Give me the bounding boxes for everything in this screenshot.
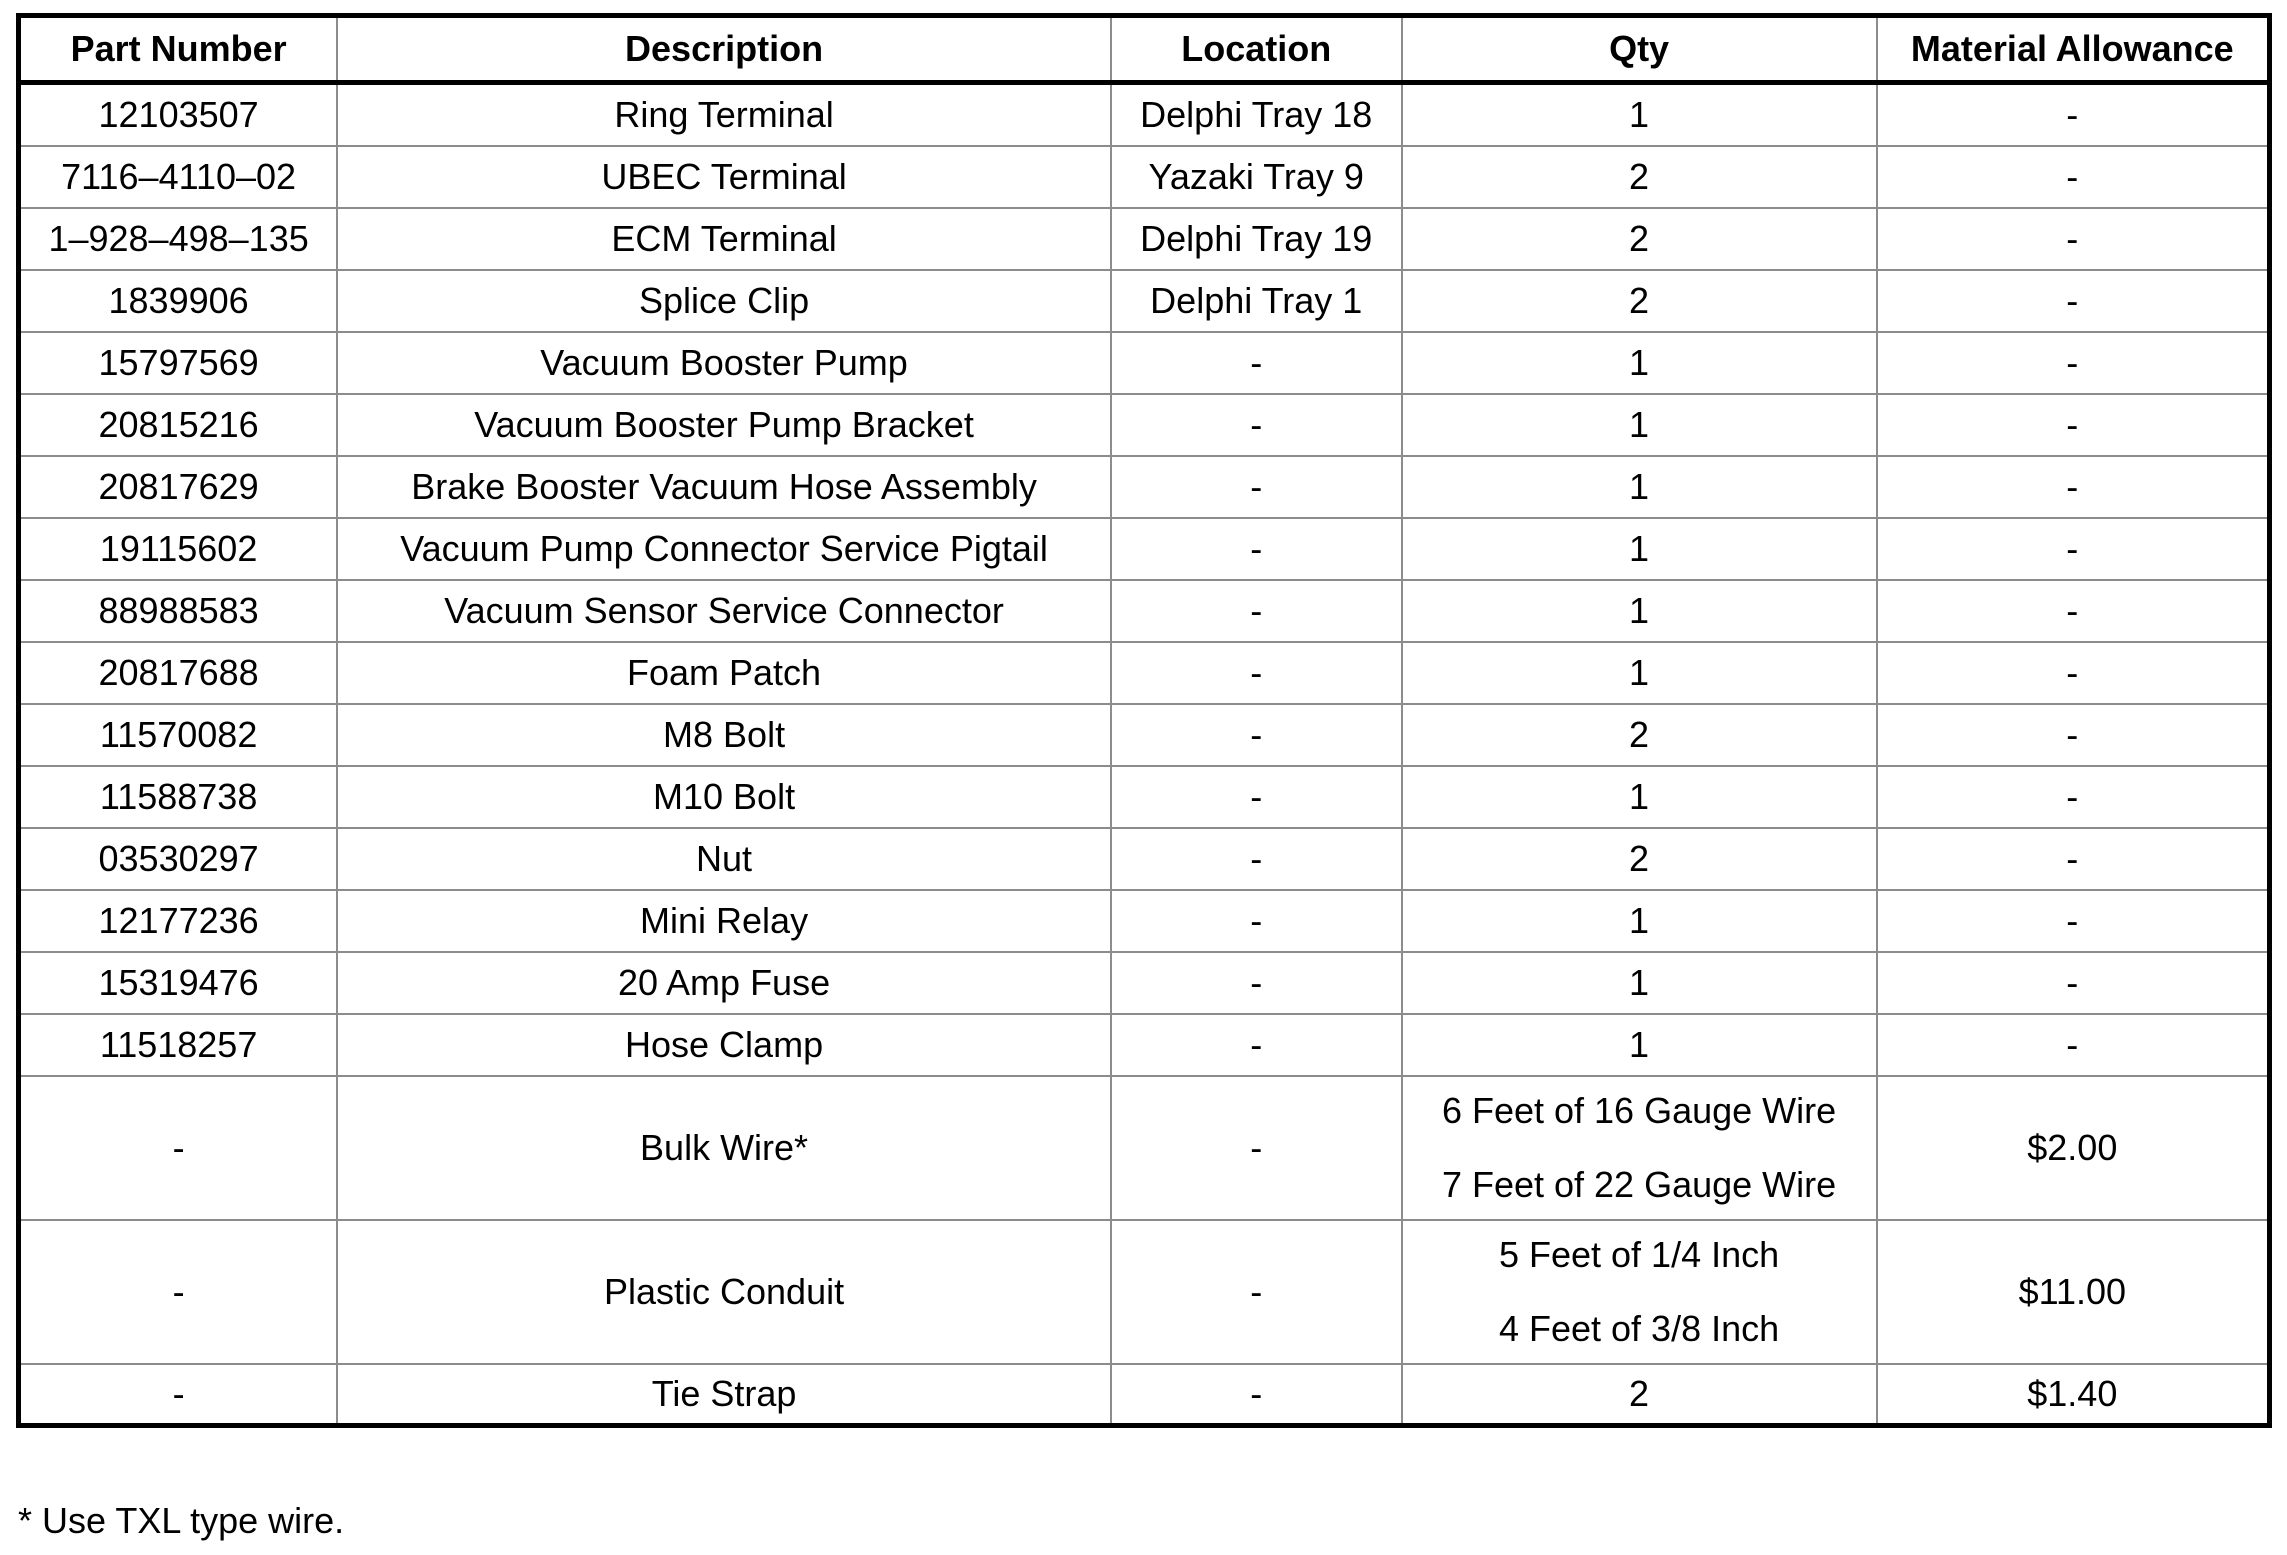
cell-description: Vacuum Sensor Service Connector xyxy=(337,580,1111,642)
table-row xyxy=(19,394,2270,456)
cell-location: - xyxy=(1111,828,1402,890)
cell-description: Foam Patch xyxy=(337,642,1111,704)
cell-part-number: - xyxy=(19,1076,338,1220)
cell-location: - xyxy=(1111,456,1402,518)
cell-part-number: - xyxy=(19,1364,338,1426)
cell-location: Delphi Tray 1 xyxy=(1111,270,1402,332)
table-row-bulk-wire xyxy=(19,1076,2270,1220)
cell-qty: 2 xyxy=(1402,270,1877,332)
cell-qty: 1 xyxy=(1402,332,1877,394)
cell-description: 20 Amp Fuse xyxy=(337,952,1111,1014)
header-description: Description xyxy=(337,16,1111,83)
cell-qty: 2 xyxy=(1402,828,1877,890)
cell-qty: 1 xyxy=(1402,456,1877,518)
table-row-tie-strap xyxy=(19,1364,2270,1426)
cell-location: - xyxy=(1111,952,1402,1014)
qty-lines xyxy=(1409,1090,1870,1205)
cell-description: Bulk Wire* xyxy=(337,1076,1111,1220)
table-row xyxy=(19,1014,2270,1076)
table-row xyxy=(19,828,2270,890)
cell-description: Brake Booster Vacuum Hose Assembly xyxy=(337,456,1111,518)
table-row xyxy=(19,704,2270,766)
cell-allowance: - xyxy=(1877,270,2270,332)
cell-qty: 2 xyxy=(1402,704,1877,766)
cell-description: Hose Clamp xyxy=(337,1014,1111,1076)
parts-table xyxy=(16,13,2272,1428)
cell-qty: 2 xyxy=(1402,146,1877,208)
cell-allowance: - xyxy=(1877,332,2270,394)
cell-part-number: 12177236 xyxy=(19,890,338,952)
table-row xyxy=(19,642,2270,704)
cell-allowance: - xyxy=(1877,828,2270,890)
table-row xyxy=(19,208,2270,270)
cell-qty: 2 xyxy=(1402,208,1877,270)
table-row xyxy=(19,146,2270,208)
cell-qty: 1 xyxy=(1402,83,1877,147)
cell-allowance: - xyxy=(1877,952,2270,1014)
cell-part-number: 88988583 xyxy=(19,580,338,642)
header-qty: Qty xyxy=(1402,16,1877,83)
cell-description: Vacuum Booster Pump xyxy=(337,332,1111,394)
cell-part-number: 12103507 xyxy=(19,83,338,147)
cell-part-number: 03530297 xyxy=(19,828,338,890)
cell-allowance: - xyxy=(1877,580,2270,642)
cell-allowance: $11.00 xyxy=(1877,1220,2270,1364)
cell-location: - xyxy=(1111,332,1402,394)
cell-allowance: $1.40 xyxy=(1877,1364,2270,1426)
cell-qty xyxy=(1402,1076,1877,1220)
cell-description: Vacuum Pump Connector Service Pigtail xyxy=(337,518,1111,580)
cell-qty: 2 xyxy=(1402,1364,1877,1426)
cell-location: - xyxy=(1111,580,1402,642)
cell-qty: 1 xyxy=(1402,518,1877,580)
table-row xyxy=(19,332,2270,394)
cell-allowance: $2.00 xyxy=(1877,1076,2270,1220)
cell-qty xyxy=(1402,1220,1877,1364)
header-part-number: Part Number xyxy=(19,16,338,83)
qty-line: 4 Feet of 3/8 Inch xyxy=(1498,1308,1780,1349)
cell-part-number: 19115602 xyxy=(19,518,338,580)
cell-qty: 1 xyxy=(1402,1014,1877,1076)
cell-part-number: 15319476 xyxy=(19,952,338,1014)
cell-qty: 1 xyxy=(1402,642,1877,704)
cell-qty: 1 xyxy=(1402,394,1877,456)
cell-part-number: 1839906 xyxy=(19,270,338,332)
qty-line: 5 Feet of 1/4 Inch xyxy=(1498,1234,1780,1275)
cell-allowance: - xyxy=(1877,518,2270,580)
cell-location: Delphi Tray 19 xyxy=(1111,208,1402,270)
qty-line: 6 Feet of 16 Gauge Wire xyxy=(1441,1090,1837,1131)
header-material-allowance: Material Allowance xyxy=(1877,16,2270,83)
footnote: * Use TXL type wire. xyxy=(18,1500,345,1541)
cell-location: Yazaki Tray 9 xyxy=(1111,146,1402,208)
cell-allowance: - xyxy=(1877,83,2270,147)
cell-part-number: 11588738 xyxy=(19,766,338,828)
cell-part-number: 20815216 xyxy=(19,394,338,456)
qty-line: 7 Feet of 22 Gauge Wire xyxy=(1441,1164,1837,1205)
cell-location: - xyxy=(1111,1220,1402,1364)
cell-description: ECM Terminal xyxy=(337,208,1111,270)
cell-qty: 1 xyxy=(1402,580,1877,642)
cell-location: - xyxy=(1111,1364,1402,1426)
cell-location: - xyxy=(1111,642,1402,704)
cell-part-number: 11570082 xyxy=(19,704,338,766)
cell-allowance: - xyxy=(1877,890,2270,952)
cell-qty: 1 xyxy=(1402,890,1877,952)
cell-location: Delphi Tray 18 xyxy=(1111,83,1402,147)
cell-part-number: 11518257 xyxy=(19,1014,338,1076)
table-row-plastic-conduit xyxy=(19,1220,2270,1364)
cell-description: M8 Bolt xyxy=(337,704,1111,766)
cell-description: Nut xyxy=(337,828,1111,890)
cell-part-number: - xyxy=(19,1220,338,1364)
cell-allowance: - xyxy=(1877,394,2270,456)
cell-qty: 1 xyxy=(1402,952,1877,1014)
cell-location: - xyxy=(1111,704,1402,766)
cell-allowance: - xyxy=(1877,208,2270,270)
cell-location: - xyxy=(1111,518,1402,580)
cell-part-number: 20817688 xyxy=(19,642,338,704)
cell-description: Ring Terminal xyxy=(337,83,1111,147)
cell-location: - xyxy=(1111,394,1402,456)
cell-description: Mini Relay xyxy=(337,890,1111,952)
cell-location: - xyxy=(1111,1014,1402,1076)
table-row xyxy=(19,518,2270,580)
cell-location: - xyxy=(1111,890,1402,952)
table-header-row xyxy=(19,16,2270,83)
cell-part-number: 1–928–498–135 xyxy=(19,208,338,270)
cell-allowance: - xyxy=(1877,1014,2270,1076)
cell-description: M10 Bolt xyxy=(337,766,1111,828)
table-row xyxy=(19,952,2270,1014)
cell-description: Vacuum Booster Pump Bracket xyxy=(337,394,1111,456)
cell-description: Tie Strap xyxy=(337,1364,1111,1426)
cell-allowance: - xyxy=(1877,704,2270,766)
cell-part-number: 20817629 xyxy=(19,456,338,518)
cell-allowance: - xyxy=(1877,642,2270,704)
table-body xyxy=(19,83,2270,1426)
cell-allowance: - xyxy=(1877,146,2270,208)
cell-location: - xyxy=(1111,1076,1402,1220)
table-row xyxy=(19,766,2270,828)
cell-part-number: 7116–4110–02 xyxy=(19,146,338,208)
cell-qty: 1 xyxy=(1402,766,1877,828)
cell-description: Plastic Conduit xyxy=(337,1220,1111,1364)
cell-allowance: - xyxy=(1877,456,2270,518)
cell-part-number: 15797569 xyxy=(19,332,338,394)
qty-lines xyxy=(1409,1234,1870,1349)
cell-allowance: - xyxy=(1877,766,2270,828)
cell-description: UBEC Terminal xyxy=(337,146,1111,208)
cell-location: - xyxy=(1111,766,1402,828)
table-row xyxy=(19,456,2270,518)
cell-description: Splice Clip xyxy=(337,270,1111,332)
header-location: Location xyxy=(1111,16,1402,83)
table-row xyxy=(19,890,2270,952)
table-row xyxy=(19,580,2270,642)
table-row xyxy=(19,83,2270,147)
table-row xyxy=(19,270,2270,332)
